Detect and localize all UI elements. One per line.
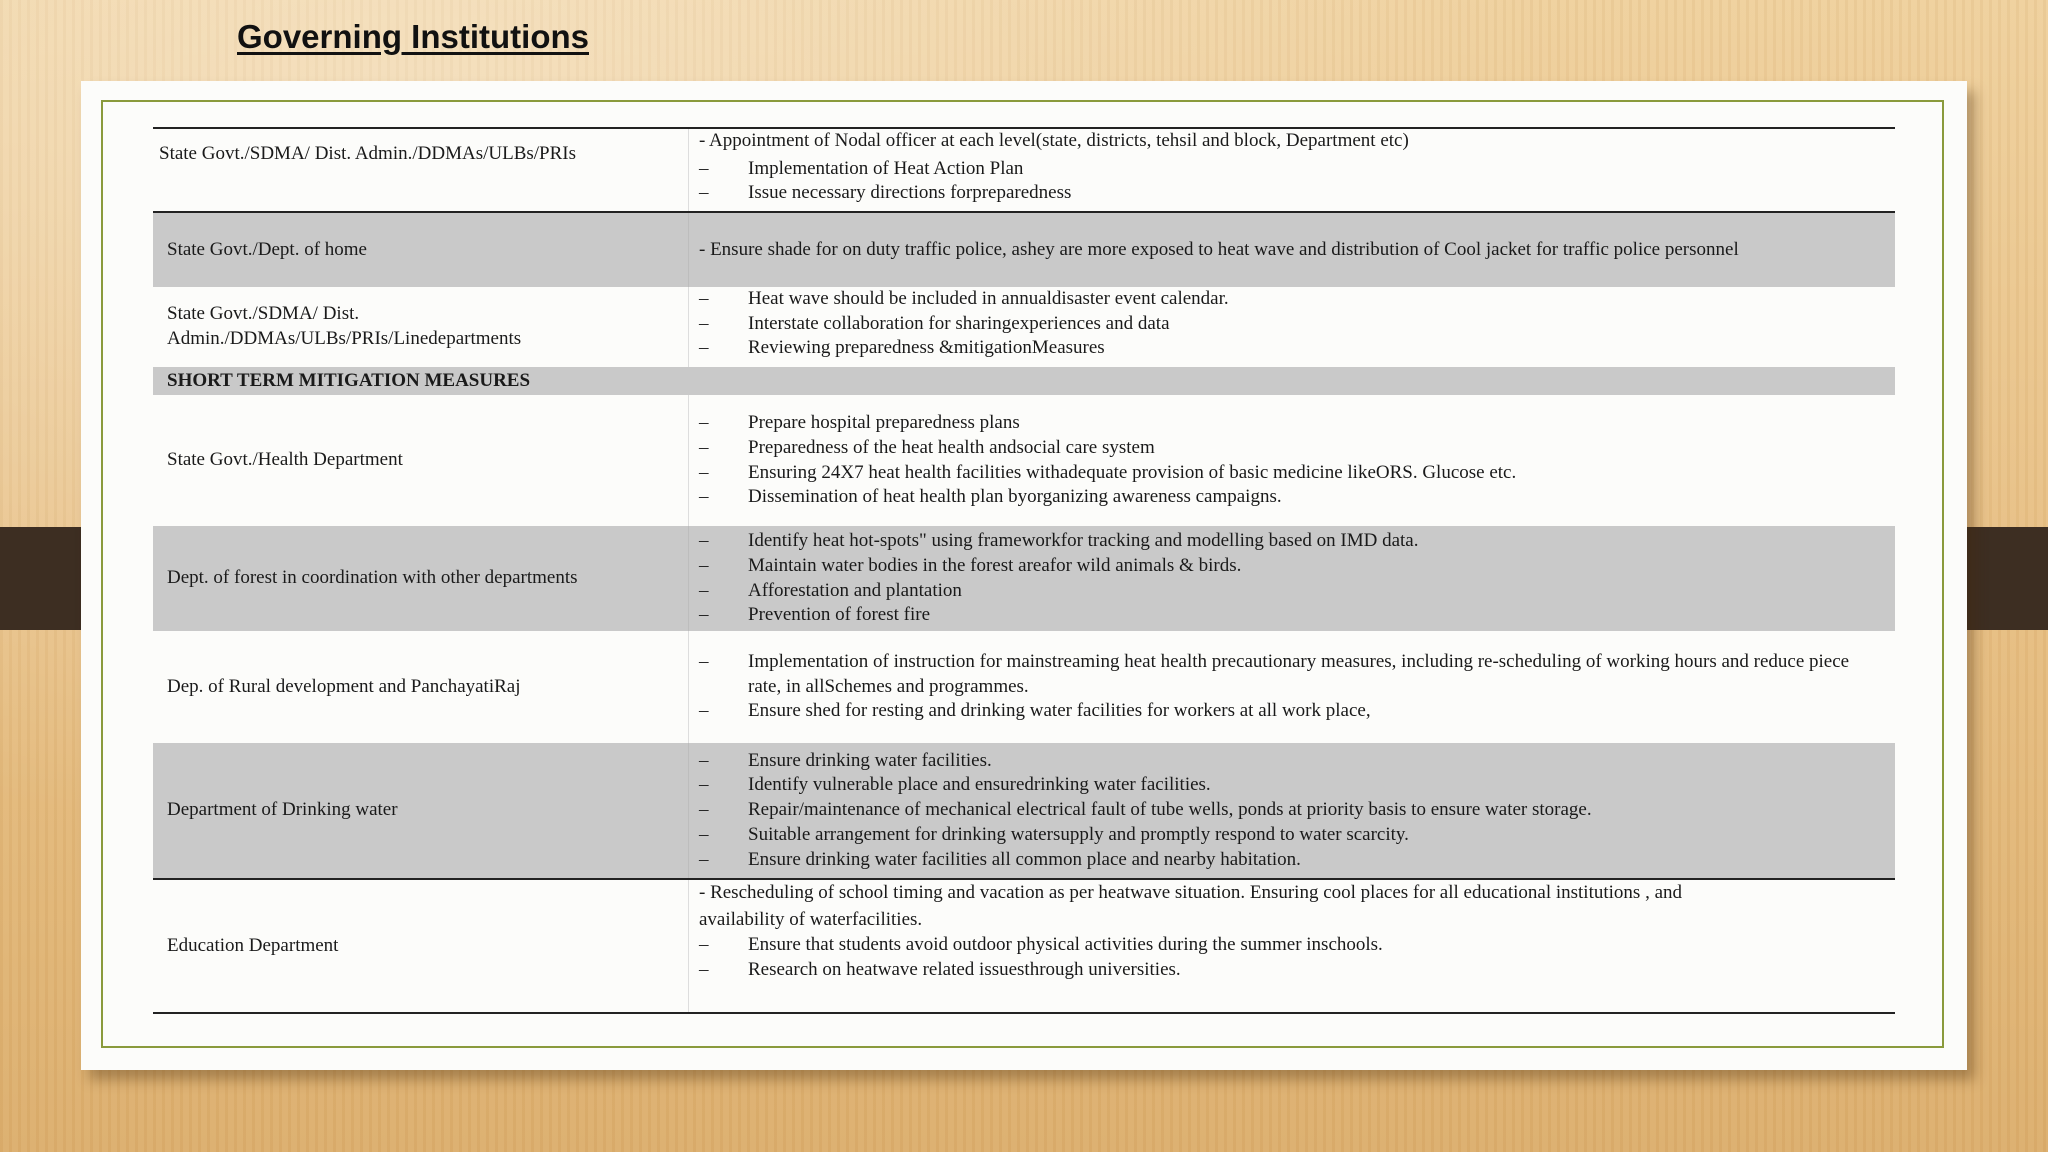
list-item <box>699 749 1875 774</box>
institution-cell <box>153 213 689 287</box>
institutions-table <box>153 127 1895 1014</box>
dash-bullet: – <box>699 650 709 672</box>
list-item <box>699 529 1875 554</box>
dash-bullet: – <box>699 288 709 309</box>
dash-bullet: – <box>699 934 709 956</box>
table-row <box>153 878 1895 1012</box>
measures-cell <box>689 743 1895 878</box>
list-item <box>699 181 1875 206</box>
institution-name: State Govt./SDMA/ Dist. Admin./DDMAs/ULBs/PRIs <box>159 143 576 164</box>
dash-bullet: – <box>699 799 709 821</box>
measure-text: Identify vulnerable place and ensuredrinking water facilities. <box>748 774 1211 796</box>
dash-bullet: – <box>699 530 709 552</box>
measure-text: Maintain water bodies in the forest areafor wild animals & birds. <box>748 554 1242 576</box>
table-row <box>153 631 1895 743</box>
dash-bullet: – <box>699 412 709 434</box>
list-item <box>699 554 1875 579</box>
institution-cell <box>153 526 689 631</box>
institution-cell <box>153 129 689 211</box>
measure-text: Prevention of forest fire <box>748 604 931 626</box>
dash-bullet: – <box>699 700 709 722</box>
list-item <box>699 699 1875 724</box>
list-item <box>699 312 1875 337</box>
institution-name: Dep. of Rural development and PanchayatiRaj <box>167 675 521 697</box>
list-item <box>699 933 1875 958</box>
list-item <box>699 485 1875 510</box>
measure-text: Implementation of instruction for mainstreaming heat health precautionary measures, including re-scheduling of working hours and reduce piece rate, in allSchemes and programmes. <box>748 650 1850 697</box>
dash-bullet: – <box>699 579 709 601</box>
list-item <box>699 579 1875 604</box>
measure-text: Ensuring 24X7 heat health facilities withadequate provision of basic medicine likeORS. Glucose etc. <box>748 461 1517 483</box>
list-item <box>699 157 1875 182</box>
measure-lead: - Ensure shade for on duty traffic police, ashey are more exposed to heat wave and distribution of Cool jacket for traffic police personnel <box>699 238 1739 260</box>
institution-name: Dept. of forest in coordination with other departments <box>167 567 578 589</box>
measures-cell <box>689 129 1895 211</box>
list-item <box>699 823 1875 848</box>
measures-cell <box>689 880 1895 1012</box>
measure-text: Dissemination of heat health plan byorganizing awareness campaigns. <box>748 486 1282 508</box>
dash-bullet: – <box>699 461 709 483</box>
list-item <box>699 287 1875 312</box>
dash-bullet: – <box>699 157 709 179</box>
measure-text: Ensure shed for resting and drinking water facilities for workers at all work place, <box>748 700 1371 722</box>
section-heading: SHORT TERM MITIGATION MEASURES <box>153 367 1895 395</box>
list-item <box>699 461 1875 486</box>
measure-text: Heat wave should be included in annualdisaster event calendar. <box>748 288 1229 309</box>
list-item <box>699 436 1875 461</box>
list-item <box>699 798 1875 823</box>
list-item <box>699 650 1875 699</box>
table-row <box>153 395 1895 526</box>
measure-text: Repair/maintenance of mechanical electrical fault of tube wells, ponds at priority basis to ensure water storage. <box>748 799 1592 821</box>
institution-cell <box>153 880 689 1012</box>
measure-text: Preparedness of the heat health andsocial care system <box>748 436 1155 458</box>
dash-bullet: – <box>699 554 709 576</box>
table-row <box>153 743 1895 878</box>
institution-name: Education Department <box>167 934 339 956</box>
measure-lead: - Appointment of Nodal officer at each level(state, districts, tehsil and block, Department etc) <box>699 130 1409 151</box>
list-item <box>699 603 1875 628</box>
measures-cell <box>689 213 1895 287</box>
institution-cell <box>153 743 689 878</box>
measures-cell <box>689 395 1895 526</box>
slide-title: Governing Institutions <box>237 18 589 55</box>
dash-bullet: – <box>699 486 709 508</box>
measure-text: Reviewing preparedness &mitigationMeasures <box>748 337 1105 359</box>
measure-text: Research on heatwave related issuesthrough universities. <box>748 958 1181 980</box>
measure-text: Identify heat hot-spots" using frameworkfor tracking and modelling based on IMD data. <box>748 530 1419 552</box>
list-item <box>699 773 1875 798</box>
institution-name: State Govt./Health Department <box>167 449 403 471</box>
list-item <box>699 411 1875 436</box>
table-row <box>153 287 1895 367</box>
measure-text: Prepare hospital preparedness plans <box>748 412 1020 434</box>
dash-bullet: – <box>699 774 709 796</box>
measure-text: Ensure drinking water facilities all common place and nearby habitation. <box>748 848 1301 870</box>
institution-cell <box>153 631 689 743</box>
institution-name: State Govt./SDMA/ Dist. Admin./DDMAs/ULBs/PRIs/Linedepartments <box>167 303 522 349</box>
table-bottom-rule <box>153 1012 1895 1014</box>
measure-text: Implementation of Heat Action Plan <box>748 157 1024 179</box>
dash-bullet: – <box>699 958 709 980</box>
dash-bullet: – <box>699 436 709 458</box>
measures-cell <box>689 526 1895 631</box>
institution-cell <box>153 287 689 367</box>
measures-cell <box>689 287 1895 367</box>
dash-bullet: – <box>699 823 709 845</box>
measure-lead: - Rescheduling of school timing and vacation as per heatwave situation. Ensuring cool places for all educational institutions , and availability of waterfacilities. <box>699 882 1682 930</box>
measures-cell <box>689 631 1895 743</box>
measure-text: Ensure drinking water facilities. <box>748 749 992 771</box>
table-row <box>153 526 1895 631</box>
measure-text: Issue necessary directions forpreparedness <box>748 182 1072 204</box>
list-item <box>699 336 1875 361</box>
measure-text: Interstate collaboration for sharingexperiences and data <box>748 312 1170 334</box>
dash-bullet: – <box>699 337 709 359</box>
institution-name: State Govt./Dept. of home <box>167 238 367 260</box>
measure-text: Afforestation and plantation <box>748 579 962 601</box>
institution-cell <box>153 395 689 526</box>
dash-bullet: – <box>699 182 709 204</box>
institution-name: Department of Drinking water <box>167 799 398 821</box>
measure-text: Ensure that students avoid outdoor physical activities during the summer inschools. <box>748 934 1383 956</box>
dash-bullet: – <box>699 312 709 334</box>
table-row <box>153 211 1895 287</box>
table-row <box>153 127 1895 211</box>
list-item <box>699 848 1875 873</box>
dash-bullet: – <box>699 749 709 771</box>
dash-bullet: – <box>699 604 709 626</box>
dash-bullet: – <box>699 848 709 870</box>
measure-text: Suitable arrangement for drinking watersupply and promptly respond to water scarcity. <box>748 823 1409 845</box>
list-item <box>699 958 1875 983</box>
